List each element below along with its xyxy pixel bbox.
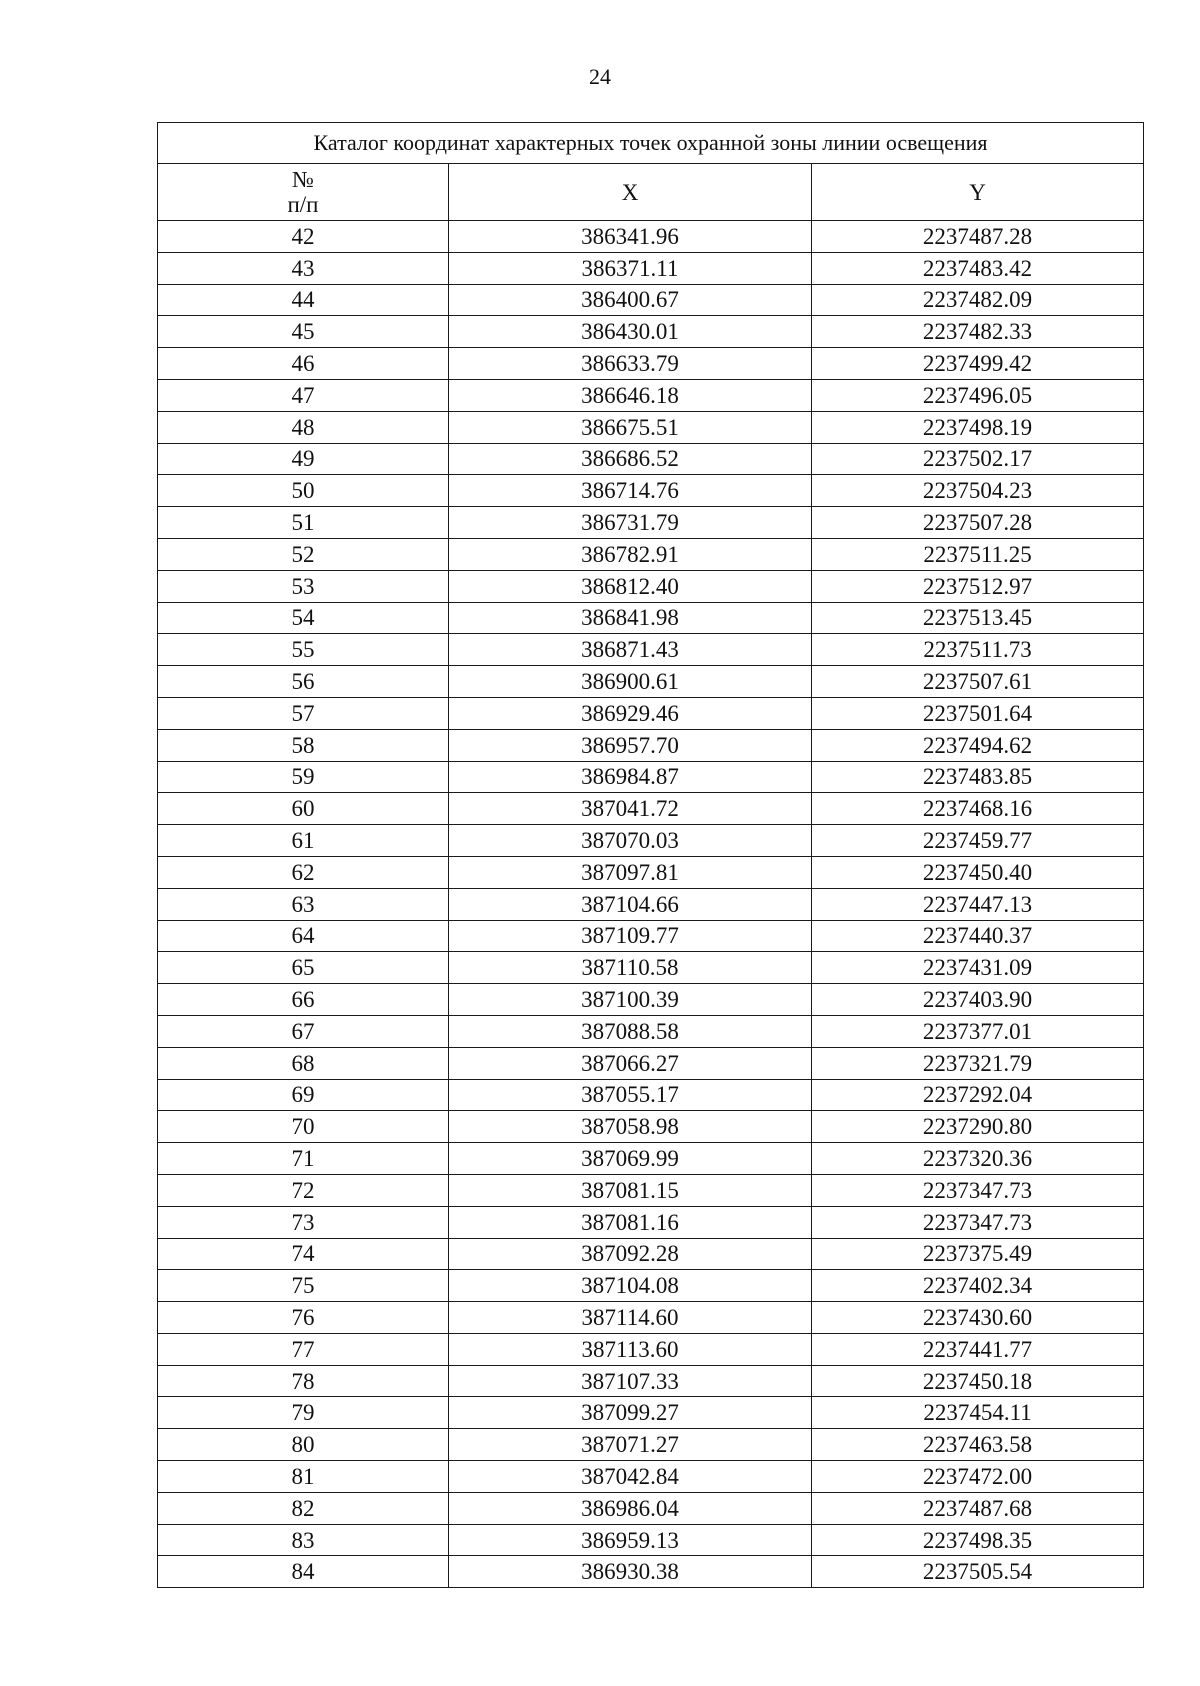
cell-number: 70 (158, 1111, 449, 1143)
column-header-number (158, 164, 449, 221)
cell-number: 43 (158, 252, 449, 284)
table-row (158, 1143, 1144, 1175)
cell-y: 2237440.37 (812, 920, 1144, 952)
cell-y: 2237483.85 (812, 761, 1144, 793)
table-row (158, 1461, 1144, 1493)
cell-number: 75 (158, 1270, 449, 1302)
cell-number: 60 (158, 793, 449, 825)
cell-y: 2237505.54 (812, 1556, 1144, 1588)
table-row (158, 888, 1144, 920)
cell-y: 2237402.34 (812, 1270, 1144, 1302)
table-header-row (158, 164, 1144, 221)
table-row (158, 602, 1144, 634)
table-row (158, 1397, 1144, 1429)
table-body (158, 221, 1144, 1588)
cell-number: 49 (158, 443, 449, 475)
coordinate-catalog-table (157, 122, 1144, 1588)
cell-y: 2237482.33 (812, 316, 1144, 348)
cell-x: 387114.60 (449, 1302, 812, 1334)
cell-x: 386871.43 (449, 634, 812, 666)
table-row (158, 1556, 1144, 1588)
table-row (158, 1429, 1144, 1461)
table-row (158, 634, 1144, 666)
table-row (158, 538, 1144, 570)
cell-y: 2237447.13 (812, 888, 1144, 920)
cell-y: 2237502.17 (812, 443, 1144, 475)
table-row (158, 411, 1144, 443)
cell-x: 387066.27 (449, 1047, 812, 1079)
cell-x: 386812.40 (449, 570, 812, 602)
cell-number: 42 (158, 221, 449, 253)
cell-y: 2237507.61 (812, 666, 1144, 698)
cell-x: 387070.03 (449, 825, 812, 857)
cell-number: 83 (158, 1524, 449, 1556)
table-row (158, 1270, 1144, 1302)
table-row (158, 1079, 1144, 1111)
cell-x: 386675.51 (449, 411, 812, 443)
page-number: 24 (589, 64, 611, 89)
cell-number: 64 (158, 920, 449, 952)
cell-x: 386957.70 (449, 729, 812, 761)
cell-y: 2237511.73 (812, 634, 1144, 666)
table-row (158, 316, 1144, 348)
table-row (158, 252, 1144, 284)
table-row (158, 761, 1144, 793)
cell-x: 387069.99 (449, 1143, 812, 1175)
cell-y: 2237512.97 (812, 570, 1144, 602)
cell-y: 2237431.09 (812, 952, 1144, 984)
cell-number: 48 (158, 411, 449, 443)
cell-x: 386430.01 (449, 316, 812, 348)
cell-x: 386984.87 (449, 761, 812, 793)
cell-number: 65 (158, 952, 449, 984)
cell-number: 76 (158, 1302, 449, 1334)
cell-x: 387092.28 (449, 1238, 812, 1270)
table-title-row (158, 123, 1144, 164)
cell-number: 78 (158, 1365, 449, 1397)
cell-number: 62 (158, 856, 449, 888)
cell-y: 2237494.62 (812, 729, 1144, 761)
cell-x: 386371.11 (449, 252, 812, 284)
cell-number: 69 (158, 1079, 449, 1111)
cell-y: 2237487.28 (812, 221, 1144, 253)
table-row (158, 507, 1144, 539)
cell-number: 77 (158, 1333, 449, 1365)
cell-y: 2237454.11 (812, 1397, 1144, 1429)
cell-y: 2237403.90 (812, 984, 1144, 1016)
table-row (158, 729, 1144, 761)
cell-y: 2237468.16 (812, 793, 1144, 825)
table-row (158, 1047, 1144, 1079)
cell-number: 51 (158, 507, 449, 539)
cell-number: 61 (158, 825, 449, 857)
cell-x: 387071.27 (449, 1429, 812, 1461)
table-row (158, 570, 1144, 602)
cell-x: 386341.96 (449, 221, 812, 253)
table-row (158, 1206, 1144, 1238)
cell-y: 2237511.25 (812, 538, 1144, 570)
cell-y: 2237347.73 (812, 1174, 1144, 1206)
table-row (158, 475, 1144, 507)
table-row (158, 221, 1144, 253)
cell-number: 57 (158, 697, 449, 729)
cell-number: 47 (158, 379, 449, 411)
column-header-number-line2: п/п (287, 192, 319, 217)
cell-number: 72 (158, 1174, 449, 1206)
table-row (158, 1111, 1144, 1143)
table-row (158, 1174, 1144, 1206)
cell-y: 2237498.19 (812, 411, 1144, 443)
table-row (158, 1524, 1144, 1556)
cell-number: 68 (158, 1047, 449, 1079)
cell-number: 55 (158, 634, 449, 666)
cell-y: 2237450.40 (812, 856, 1144, 888)
table-row (158, 1365, 1144, 1397)
cell-y: 2237498.35 (812, 1524, 1144, 1556)
cell-x: 387055.17 (449, 1079, 812, 1111)
cell-y: 2237504.23 (812, 475, 1144, 507)
cell-number: 79 (158, 1397, 449, 1429)
cell-y: 2237320.36 (812, 1143, 1144, 1175)
cell-x: 386400.67 (449, 284, 812, 316)
cell-y: 2237377.01 (812, 1015, 1144, 1047)
cell-y: 2237501.64 (812, 697, 1144, 729)
cell-x: 386959.13 (449, 1524, 812, 1556)
cell-x: 387042.84 (449, 1461, 812, 1493)
cell-x: 386714.76 (449, 475, 812, 507)
cell-number: 54 (158, 602, 449, 634)
cell-x: 387110.58 (449, 952, 812, 984)
table-row (158, 1302, 1144, 1334)
table-row (158, 1015, 1144, 1047)
cell-number: 53 (158, 570, 449, 602)
cell-number: 80 (158, 1429, 449, 1461)
cell-number: 46 (158, 348, 449, 380)
cell-y: 2237496.05 (812, 379, 1144, 411)
cell-number: 63 (158, 888, 449, 920)
cell-y: 2237482.09 (812, 284, 1144, 316)
cell-y: 2237292.04 (812, 1079, 1144, 1111)
table-row (158, 1492, 1144, 1524)
table-row (158, 379, 1144, 411)
table-row (158, 793, 1144, 825)
cell-number: 45 (158, 316, 449, 348)
cell-number: 71 (158, 1143, 449, 1175)
cell-x: 387099.27 (449, 1397, 812, 1429)
column-header-y: Y (812, 164, 1144, 221)
cell-x: 386930.38 (449, 1556, 812, 1588)
cell-number: 52 (158, 538, 449, 570)
table-row (158, 443, 1144, 475)
cell-x: 387081.15 (449, 1174, 812, 1206)
cell-x: 387081.16 (449, 1206, 812, 1238)
cell-y: 2237499.42 (812, 348, 1144, 380)
cell-x: 387107.33 (449, 1365, 812, 1397)
cell-y: 2237430.60 (812, 1302, 1144, 1334)
cell-y: 2237472.00 (812, 1461, 1144, 1493)
cell-number: 67 (158, 1015, 449, 1047)
cell-y: 2237290.80 (812, 1111, 1144, 1143)
cell-x: 386686.52 (449, 443, 812, 475)
cell-number: 56 (158, 666, 449, 698)
cell-x: 386986.04 (449, 1492, 812, 1524)
cell-number: 66 (158, 984, 449, 1016)
cell-x: 387113.60 (449, 1333, 812, 1365)
cell-y: 2237459.77 (812, 825, 1144, 857)
cell-number: 84 (158, 1556, 449, 1588)
cell-x: 387100.39 (449, 984, 812, 1016)
table-row (158, 348, 1144, 380)
table-row (158, 984, 1144, 1016)
cell-number: 50 (158, 475, 449, 507)
cell-y: 2237450.18 (812, 1365, 1144, 1397)
table-row (158, 697, 1144, 729)
cell-x: 387104.08 (449, 1270, 812, 1302)
cell-number: 73 (158, 1206, 449, 1238)
cell-x: 386841.98 (449, 602, 812, 634)
cell-x: 386646.18 (449, 379, 812, 411)
cell-y: 2237441.77 (812, 1333, 1144, 1365)
cell-x: 387041.72 (449, 793, 812, 825)
table-row (158, 952, 1144, 984)
cell-y: 2237375.49 (812, 1238, 1144, 1270)
table-row (158, 920, 1144, 952)
cell-x: 387104.66 (449, 888, 812, 920)
cell-x: 387058.98 (449, 1111, 812, 1143)
cell-number: 81 (158, 1461, 449, 1493)
cell-x: 386731.79 (449, 507, 812, 539)
cell-x: 387109.77 (449, 920, 812, 952)
cell-y: 2237321.79 (812, 1047, 1144, 1079)
cell-x: 386900.61 (449, 666, 812, 698)
cell-y: 2237347.73 (812, 1206, 1144, 1238)
cell-x: 386633.79 (449, 348, 812, 380)
cell-number: 44 (158, 284, 449, 316)
cell-y: 2237507.28 (812, 507, 1144, 539)
table-row (158, 1333, 1144, 1365)
table-row (158, 856, 1144, 888)
cell-number: 74 (158, 1238, 449, 1270)
table-title: Каталог координат характерных точек охранной зоны линии освещения (158, 123, 1144, 164)
column-header-x: X (449, 164, 812, 221)
column-header-number-line1: № (292, 167, 314, 192)
cell-x: 386929.46 (449, 697, 812, 729)
cell-number: 59 (158, 761, 449, 793)
table-row (158, 666, 1144, 698)
table-row (158, 284, 1144, 316)
cell-y: 2237513.45 (812, 602, 1144, 634)
cell-x: 387088.58 (449, 1015, 812, 1047)
cell-y: 2237487.68 (812, 1492, 1144, 1524)
cell-y: 2237483.42 (812, 252, 1144, 284)
cell-y: 2237463.58 (812, 1429, 1144, 1461)
cell-x: 386782.91 (449, 538, 812, 570)
table-row (158, 1238, 1144, 1270)
table-row (158, 825, 1144, 857)
cell-number: 58 (158, 729, 449, 761)
cell-number: 82 (158, 1492, 449, 1524)
cell-x: 387097.81 (449, 856, 812, 888)
